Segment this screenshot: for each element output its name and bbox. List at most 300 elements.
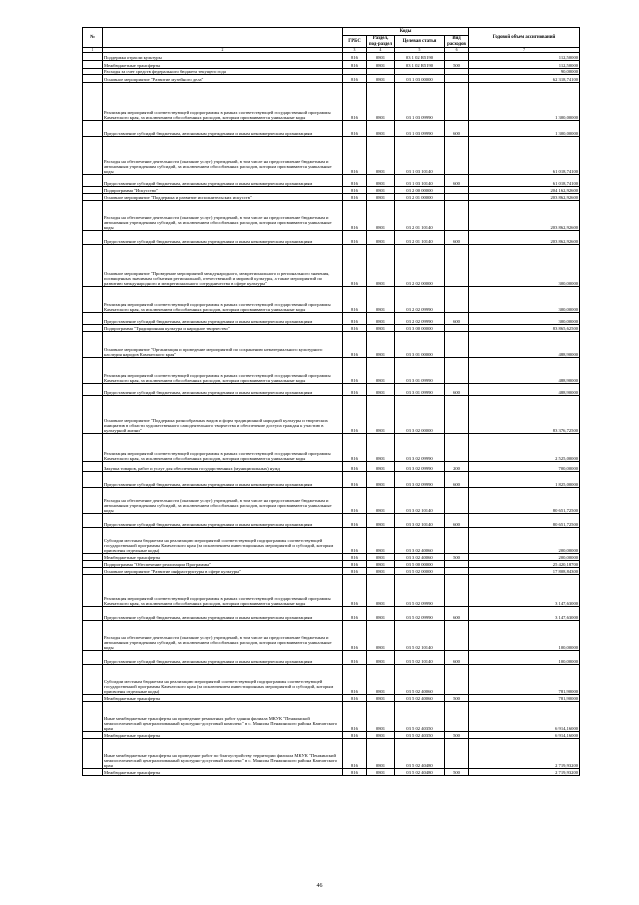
cell-num: [83, 396, 103, 434]
cell-num: [83, 358, 103, 384]
cell-type: [445, 621, 469, 651]
col-index: 5: [395, 48, 445, 53]
cell-name: Межбюджетные трансферты: [103, 769, 343, 776]
cell-type: 500: [445, 769, 469, 776]
cell-num: [83, 187, 103, 194]
cell-name: Межбюджетные трансферты: [103, 732, 343, 739]
cell-grbs: 816: [343, 568, 367, 575]
cell-name: Межбюджетные трансферты: [103, 61, 343, 69]
cell-amount: 300,00000: [469, 313, 580, 325]
cell-num: [83, 769, 103, 776]
cell-type: [445, 568, 469, 575]
cell-amount: 112,50000: [469, 53, 580, 61]
cell-target: 03 5 02 00000: [395, 568, 445, 575]
cell-type: [445, 665, 469, 695]
cell-section: 0801: [367, 769, 395, 776]
cell-target: 03 3 01 09990: [395, 384, 445, 396]
cell-amount: 204 162,92600: [469, 187, 580, 194]
table-row: [83, 61, 580, 69]
cell-num: [83, 702, 103, 732]
cell-section: 0801: [367, 396, 395, 434]
cell-grbs: 816: [343, 287, 367, 313]
cell-num: [83, 61, 103, 69]
table-row: [83, 325, 580, 332]
table-row: [83, 514, 580, 528]
cell-section: 0801: [367, 175, 395, 187]
table-row: [83, 434, 580, 462]
cell-type: 600: [445, 384, 469, 396]
cell-grbs: 816: [343, 332, 367, 358]
cell-name: Реализация мероприятий соответствующей подпрограммы в рамках соответствующей государственной программы Камчатского края, за исключением обособленных расходов, которым присваиваются уникальные коды: [103, 358, 343, 384]
cell-section: 0801: [367, 245, 395, 287]
cell-target: 03 5 02 40350: [395, 732, 445, 739]
cell-target: 03 3 02 00000: [395, 396, 445, 434]
cell-num: [83, 488, 103, 514]
cell-section: 0801: [367, 488, 395, 514]
cell-name: Основное мероприятие "Развитие музейного дела": [103, 75, 343, 83]
cell-grbs: 816: [343, 575, 367, 607]
cell-num: [83, 53, 103, 61]
table-row: [83, 332, 580, 358]
cell-type: [445, 287, 469, 313]
cell-amount: 25 420,18700: [469, 561, 580, 568]
cell-target: 03 2 02 09990: [395, 313, 445, 325]
cell-amount: 203 862,92600: [469, 231, 580, 245]
cell-type: [445, 528, 469, 554]
cell-section: 0801: [367, 621, 395, 651]
cell-target: 03 3 02 40060: [395, 528, 445, 554]
cell-target: 03 5 02 09990: [395, 575, 445, 607]
header-grbs: ГРБС: [343, 36, 367, 48]
cell-amount: 100,00000: [469, 621, 580, 651]
table-row: [83, 287, 580, 313]
table-row: [83, 83, 580, 121]
cell-target: 03 1 03 09990: [395, 121, 445, 137]
cell-amount: 100,00000: [469, 651, 580, 665]
cell-amount: 6 914,16000: [469, 702, 580, 732]
cell-num: [83, 332, 103, 358]
table-row: [83, 739, 580, 769]
cell-target: 03 3 02 09990: [395, 472, 445, 488]
table-row: [83, 651, 580, 665]
cell-target: 03 3 02 10140: [395, 488, 445, 514]
table-row: [83, 194, 580, 201]
table-row: [83, 187, 580, 194]
cell-section: 0801: [367, 332, 395, 358]
cell-target: 03 3 02 09990: [395, 462, 445, 472]
cell-name: Предоставление субсидий бюджетным, автономным учреждениям и иным некоммерческим организациям: [103, 313, 343, 325]
cell-num: [83, 121, 103, 137]
cell-amount: 200,00000: [469, 554, 580, 561]
cell-amount: 61 018,74100: [469, 137, 580, 175]
table-row: [83, 53, 580, 61]
cell-section: 0801: [367, 607, 395, 621]
cell-section: 0801: [367, 201, 395, 231]
cell-name: Подпрограмма "Обеспечение реализации Программы": [103, 561, 343, 568]
cell-grbs: 816: [343, 231, 367, 245]
cell-grbs: 816: [343, 554, 367, 561]
cell-amount: 781,90000: [469, 665, 580, 695]
cell-section: 0801: [367, 462, 395, 472]
cell-type: 600: [445, 472, 469, 488]
cell-num: [83, 607, 103, 621]
cell-name: Субсидии местным бюджетам на реализацию мероприятий соответствующей подпрограммы соответствующей государственной программы Камчатского края (за исключением инвестиционных мероприятий и субсидий, которым присвоены отдельные коды): [103, 665, 343, 695]
cell-name: Иные межбюджетные трансферты на проведение ремонтных работ здания филиала МКУК "Пенжинской межпоселенческий централизованный культурно-досуговый комплекс" в с. Манилы Пенжинского района Камчатского края: [103, 702, 343, 732]
table-row: [83, 396, 580, 434]
col-index: 1: [83, 48, 103, 53]
table-row: [83, 732, 580, 739]
cell-section: 0801: [367, 194, 395, 201]
cell-amount: 83 376,72500: [469, 396, 580, 434]
col-index: 7: [469, 48, 580, 53]
cell-name: Закупка товаров, работ и услуг для обеспечения государственных (муниципальных) нужд: [103, 462, 343, 472]
cell-num: [83, 287, 103, 313]
table-row: [83, 121, 580, 137]
cell-grbs: 816: [343, 651, 367, 665]
cell-section: 0801: [367, 568, 395, 575]
cell-target: 03 2 01 10140: [395, 201, 445, 231]
cell-amount: 203 862,92600: [469, 201, 580, 231]
cell-target: 03 5 02 10140: [395, 651, 445, 665]
cell-type: 500: [445, 695, 469, 702]
table-row: [83, 313, 580, 325]
cell-amount: 83 865,62500: [469, 325, 580, 332]
cell-type: 600: [445, 607, 469, 621]
cell-target: 03 2 02 09990: [395, 287, 445, 313]
cell-grbs: 816: [343, 739, 367, 769]
col-index: 4: [367, 48, 395, 53]
cell-section: 0801: [367, 313, 395, 325]
cell-grbs: 816: [343, 75, 367, 83]
cell-amount: 781,90000: [469, 695, 580, 702]
cell-section: 0801: [367, 61, 395, 69]
cell-num: [83, 621, 103, 651]
cell-target: 03 3 02 40060: [395, 554, 445, 561]
cell-name: Субсидии местным бюджетам на реализацию мероприятий соответствующей подпрограммы соответствующей государственной программы Камчатского края (за исключением инвестиционных мероприятий и субсидий, которым присвоены отдельные коды): [103, 528, 343, 554]
cell-name: Основное мероприятие "Организация и проведение мероприятий по сохранению нематериального культурного наследия народов Камчатского края": [103, 332, 343, 358]
cell-num: [83, 651, 103, 665]
cell-type: 600: [445, 121, 469, 137]
table-row: [83, 621, 580, 651]
cell-name: Расходы на обеспечение деятельности (оказание услуг) учреждений, в том числе на предоставление бюджетным и автономным учреждениям субсидий, за исключением обособленных расходов, которым присваиваются уникальные коды: [103, 201, 343, 231]
page-number: 46: [316, 883, 323, 889]
cell-amount: 80 651,72500: [469, 488, 580, 514]
cell-amount: 3 147,63000: [469, 607, 580, 621]
cell-name: Расходы на обеспечение деятельности (оказание услуг) учреждений, в том числе на предоставление бюджетным и автономным учреждениям субсидий, за исключением обособленных расходов, которым присваиваются уникальные коды: [103, 621, 343, 651]
cell-num: [83, 434, 103, 462]
cell-section: 0801: [367, 695, 395, 702]
cell-num: [83, 528, 103, 554]
cell-amount: 200,00000: [469, 528, 580, 554]
table-row: [83, 702, 580, 732]
cell-target: 03 3 01 00000: [395, 332, 445, 358]
cell-grbs: 816: [343, 175, 367, 187]
cell-name: Иные межбюджетные трансферты на проведение работ по благоустройству территории филиала МКУК "Пенжинский межпоселенческий централизованный культурно-досуговый комплекс" в с. Манилы Пенжинского района Камчатского края: [103, 739, 343, 769]
cell-num: [83, 75, 103, 83]
table-row: [83, 201, 580, 231]
cell-amount: 700,00000: [469, 462, 580, 472]
cell-num: [83, 665, 103, 695]
cell-type: 600: [445, 231, 469, 245]
cell-type: [445, 332, 469, 358]
cell-grbs: 816: [343, 83, 367, 121]
cell-grbs: 816: [343, 732, 367, 739]
cell-section: 0801: [367, 75, 395, 83]
cell-grbs: 816: [343, 434, 367, 462]
cell-num: [83, 575, 103, 607]
cell-grbs: 816: [343, 53, 367, 61]
cell-num: [83, 201, 103, 231]
cell-grbs: 816: [343, 561, 367, 568]
cell-num: [83, 739, 103, 769]
cell-section: 0801: [367, 287, 395, 313]
cell-name: Поддержка отрасли культуры: [103, 53, 343, 61]
cell-grbs: 816: [343, 187, 367, 194]
cell-grbs: 816: [343, 702, 367, 732]
cell-section: 0801: [367, 434, 395, 462]
cell-section: 0801: [367, 575, 395, 607]
header-section: Раздел, под-раздел: [367, 36, 395, 48]
cell-name: Предоставление субсидий бюджетным, автономным учреждениям и иным некоммерческим организациям: [103, 607, 343, 621]
table-row: [83, 245, 580, 287]
cell-grbs: 816: [343, 514, 367, 528]
cell-type: [445, 137, 469, 175]
cell-name: Расходы на обеспечение деятельности (оказание услуг) учреждений, в том числе на предоставление бюджетным и автономным учреждениям субсидий, за исключением обособленных расходов, которым присваиваются уникальные коды: [103, 488, 343, 514]
cell-grbs: 816: [343, 396, 367, 434]
cell-target: 03 3 00 00000: [395, 325, 445, 332]
cell-grbs: 816: [343, 61, 367, 69]
table-row: [83, 137, 580, 175]
cell-amount: 6 914,16000: [469, 732, 580, 739]
cell-name: Подпрограмма "Искусство": [103, 187, 343, 194]
cell-section: 0801: [367, 651, 395, 665]
cell-target: 03 1 03 09990: [395, 83, 445, 121]
cell-target: 03 2 02 00000: [395, 245, 445, 287]
table-row: [83, 695, 580, 702]
cell-target: 03 5 02 40480: [395, 769, 445, 776]
cell-target: 03 1 03 10140: [395, 137, 445, 175]
cell-type: [445, 396, 469, 434]
cell-target: 03 2 00 00000: [395, 187, 445, 194]
cell-type: [445, 561, 469, 568]
cell-amount: 488,90000: [469, 384, 580, 396]
cell-amount: 300,00000: [469, 287, 580, 313]
cell-grbs: 816: [343, 528, 367, 554]
cell-type: [445, 194, 469, 201]
cell-section: 0801: [367, 561, 395, 568]
table-row: [83, 75, 580, 83]
cell-section: 0801: [367, 325, 395, 332]
header-type: Вид расходов: [445, 36, 469, 48]
cell-name: Предоставление субсидий бюджетным, автономным учреждениям и иным некоммерческим организациям: [103, 651, 343, 665]
cell-amount: 62 318,74100: [469, 75, 580, 83]
cell-amount: 1 825,00000: [469, 472, 580, 488]
cell-name: Основное мероприятие "Поддержка и развитие исполнительских искусств": [103, 194, 343, 201]
cell-num: [83, 568, 103, 575]
cell-num: [83, 695, 103, 702]
cell-amount: 80 651,72500: [469, 514, 580, 528]
cell-name: Предоставление субсидий бюджетным, автономным учреждениям и иным некоммерческим организациям: [103, 514, 343, 528]
cell-amount: 1 300,00000: [469, 83, 580, 121]
cell-section: 0801: [367, 384, 395, 396]
cell-section: 0801: [367, 732, 395, 739]
cell-grbs: 816: [343, 488, 367, 514]
cell-target: 03 5 00 00000: [395, 561, 445, 568]
table-row: [83, 607, 580, 621]
cell-section: 0801: [367, 121, 395, 137]
cell-name: Реализация мероприятий соответствующей подпрограммы в рамках соответствующей государственной программы Камчатского края, за исключением обособленных расходов, которым присваиваются уникальные коды: [103, 287, 343, 313]
cell-type: [445, 53, 469, 61]
cell-amount: 112,50000: [469, 61, 580, 69]
cell-target: 03 1 02 R5190: [395, 61, 445, 69]
cell-grbs: 816: [343, 325, 367, 332]
table-row: [83, 358, 580, 384]
cell-target: 03 5 02 40350: [395, 702, 445, 732]
cell-section: 0801: [367, 187, 395, 194]
cell-amount: 300,00000: [469, 245, 580, 287]
budget-table: [82, 27, 580, 776]
header-codes: Коды: [343, 28, 469, 36]
table-row: [83, 488, 580, 514]
cell-type: [445, 201, 469, 231]
cell-num: [83, 554, 103, 561]
cell-section: 0801: [367, 514, 395, 528]
cell-section: 0801: [367, 739, 395, 769]
cell-name: Реализация мероприятий соответствующей подпрограммы в рамках соответствующей государственной программы Камчатского края, за исключением обособленных расходов, которым присваиваются уникальные коды: [103, 575, 343, 607]
cell-target: 03 2 01 00000: [395, 194, 445, 201]
cell-section: 0801: [367, 528, 395, 554]
cell-name: Расходы за счет средств федерального бюджета текущего года: [103, 69, 343, 75]
cell-amount: 203 862,92600: [469, 194, 580, 201]
cell-type: 600: [445, 175, 469, 187]
table-row: [83, 472, 580, 488]
cell-name: Основное мероприятие "Развитие инфраструктуры в сфере культуры": [103, 568, 343, 575]
cell-grbs: 816: [343, 769, 367, 776]
table-row: [83, 575, 580, 607]
cell-grbs: 816: [343, 695, 367, 702]
cell-target: 03 1 03 00000: [395, 75, 445, 83]
col-index: 3: [343, 48, 367, 53]
cell-target: 03 3 01 09990: [395, 358, 445, 384]
cell-name: Межбюджетные трансферты: [103, 695, 343, 702]
cell-grbs: 816: [343, 621, 367, 651]
col-index: 6: [445, 48, 469, 53]
cell-num: [83, 514, 103, 528]
cell-target: 03 1 03 10140: [395, 175, 445, 187]
table-body: [83, 53, 580, 776]
cell-num: [83, 175, 103, 187]
cell-num: [83, 194, 103, 201]
table-row: [83, 554, 580, 561]
cell-name: Межбюджетные трансферты: [103, 554, 343, 561]
cell-section: 0801: [367, 554, 395, 561]
cell-num: [83, 137, 103, 175]
cell-type: [445, 325, 469, 332]
cell-amount: 17 808,84300: [469, 568, 580, 575]
cell-grbs: 816: [343, 137, 367, 175]
cell-amount: 90,00000: [469, 69, 580, 75]
cell-type: [445, 434, 469, 462]
header-target: Целевая статья: [395, 36, 445, 48]
cell-amount: 2 719,93200: [469, 739, 580, 769]
cell-section: 0801: [367, 702, 395, 732]
cell-target: 03 5 02 10140: [395, 621, 445, 651]
table-row: [83, 462, 580, 472]
cell-amount: 3 147,63000: [469, 575, 580, 607]
header-annual: Годовой объем ассигнований: [469, 28, 580, 48]
cell-name: Предоставление субсидий бюджетным, автономным учреждениям и иным некоммерческим организациям: [103, 231, 343, 245]
cell-grbs: 816: [343, 201, 367, 231]
cell-amount: 61 018,74100: [469, 175, 580, 187]
cell-name: Предоставление субсидий бюджетным, автономным учреждениям и иным некоммерческим организациям: [103, 175, 343, 187]
cell-type: [445, 358, 469, 384]
cell-section: 0801: [367, 358, 395, 384]
cell-num: [83, 462, 103, 472]
cell-grbs: 816: [343, 245, 367, 287]
table-row: [83, 175, 580, 187]
cell-name: Основное мероприятие "Проведение мероприятий международного, межрегионального и регионального значения, посвященных значимым событиям региональной, отечественной и мировой культуры, а также мероприятий по развитию международного и межрегионального сотрудничества в сфере культуры": [103, 245, 343, 287]
cell-target: 03 3 02 10140: [395, 514, 445, 528]
cell-type: 600: [445, 651, 469, 665]
cell-grbs: 816: [343, 384, 367, 396]
table-row: [83, 384, 580, 396]
cell-type: 500: [445, 732, 469, 739]
cell-grbs: 816: [343, 194, 367, 201]
cell-type: 200: [445, 462, 469, 472]
cell-num: [83, 561, 103, 568]
cell-name: Подпрограмма "Традиционная культура и народное творчество": [103, 325, 343, 332]
table-row: [83, 665, 580, 695]
cell-name: Расходы на обеспечение деятельности (оказание услуг) учреждений, в том числе на предоставление бюджетным и автономным учреждениям субсидий, за исключением обособленных расходов, которым присваиваются уникальные коды: [103, 137, 343, 175]
col-index: 2: [103, 48, 343, 53]
table-row: [83, 528, 580, 554]
cell-grbs: 816: [343, 313, 367, 325]
cell-name: Реализация мероприятий соответствующей подпрограммы в рамках соответствующей государственной программы Камчатского края, за исключением обособленных расходов, которым присваиваются уникальные коды: [103, 434, 343, 462]
cell-num: [83, 313, 103, 325]
cell-name: Реализация мероприятий соответствующей подпрограммы в рамках соответствующей государственной программы Камчатского края, за исключением обособленных расходов, которым присваиваются уникальные коды: [103, 83, 343, 121]
cell-target: 03 2 01 10140: [395, 231, 445, 245]
cell-name: Основное мероприятие "Поддержка разнообразных видов и форм традиционной народной культуры и творческих инициатив в области художественного самодеятельного творчества и обеспечение доступа граждан к участию в культурной жизни": [103, 396, 343, 434]
cell-type: 600: [445, 313, 469, 325]
cell-target: 03 5 02 09990: [395, 607, 445, 621]
cell-num: [83, 384, 103, 396]
table-row: [83, 561, 580, 568]
cell-type: [445, 83, 469, 121]
cell-section: 0801: [367, 665, 395, 695]
header-name: [103, 28, 343, 48]
cell-type: [445, 245, 469, 287]
cell-amount: 488,90000: [469, 358, 580, 384]
cell-section: 0801: [367, 472, 395, 488]
cell-section: 0801: [367, 83, 395, 121]
cell-num: [83, 325, 103, 332]
table-row: [83, 231, 580, 245]
cell-type: [445, 488, 469, 514]
header-num: №: [83, 28, 103, 48]
cell-amount: 488,90000: [469, 332, 580, 358]
cell-type: 500: [445, 61, 469, 69]
cell-type: [445, 739, 469, 769]
table-row: [83, 769, 580, 776]
cell-section: 0801: [367, 137, 395, 175]
cell-num: [83, 472, 103, 488]
cell-target: 03 5 02 40060: [395, 695, 445, 702]
cell-amount: 1 300,00000: [469, 121, 580, 137]
cell-type: [445, 75, 469, 83]
cell-amount: 2 719,93200: [469, 769, 580, 776]
cell-grbs: 816: [343, 121, 367, 137]
cell-type: [445, 187, 469, 194]
